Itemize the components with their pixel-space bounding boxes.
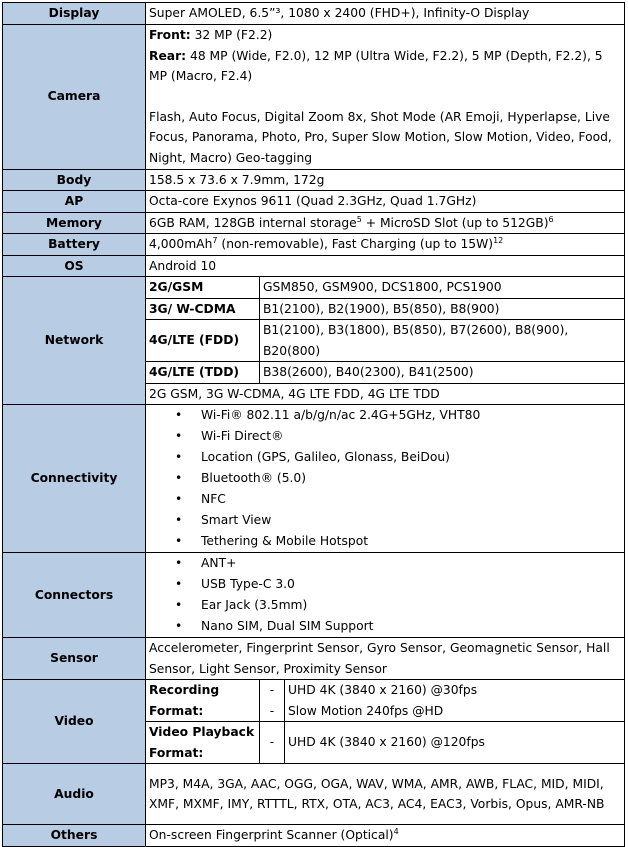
body-value: 158.5 x 73.6 x 7.9mm, 172g [146, 169, 625, 191]
list-item: • Smart View [149, 510, 621, 531]
video-playback-key-b: Format: [149, 745, 204, 760]
connectivity-label: Connectivity [3, 405, 146, 553]
connectors-value [146, 553, 625, 638]
network-row [146, 362, 624, 384]
list-item: • Wi-Fi Direct® [149, 426, 621, 447]
video-value [146, 680, 625, 764]
camera-front-value: 32 MP (F2.2) [190, 28, 273, 42]
display-value: Super AMOLED, 6.5”³, 1080 x 2400 (FHD+), Infinity-O Display [146, 3, 625, 25]
row-ap [3, 191, 625, 213]
video-recording-value-a: UHD 4K (3840 x 2160) @30fps [288, 683, 478, 697]
connectors-label: Connectors [3, 553, 146, 638]
camera-label: Camera [3, 24, 146, 169]
video-dash: - [269, 703, 275, 718]
camera-rear-label: Rear: [149, 48, 187, 63]
camera-rear-value: 48 MP (Wide, F2.0), 12 MP (Ultra Wide, F2.2), 5 MP (Depth, F2.2), 5 MP (Macro, F2.4) [149, 48, 603, 83]
video-label: Video [3, 680, 146, 764]
network-value-cell: B1(2100), B3(1800), B5(850), B7(2600), B8(900), B20(800) [260, 320, 625, 362]
row-display [3, 3, 625, 25]
video-playback-key-a: Video Playback [149, 725, 255, 739]
sensor-label: Sensor [3, 638, 146, 680]
list-item: • Nano SIM, Dual SIM Support [149, 616, 621, 637]
os-value: Android 10 [146, 255, 625, 277]
list-item: • USB Type-C 3.0 [149, 574, 621, 595]
network-key: 4G/LTE (FDD) [146, 320, 260, 362]
network-key: 3G/ W-CDMA [146, 298, 260, 320]
row-camera [3, 24, 625, 169]
network-key: 4G/LTE (TDD) [146, 362, 260, 384]
list-item: • Tethering & Mobile Hotspot [149, 531, 621, 552]
camera-features: Flash, Auto Focus, Digital Zoom 8x, Shot Mode (AR Emoji, Hyperlapse, Live Focus, Panorama, Photo, Pro, Super Slow Motion, Slow Motion, Video, Food, Night, Macro) Geo-tagging [149, 109, 612, 165]
row-video [3, 680, 625, 764]
audio-label: Audio [3, 764, 146, 825]
battery-value-b: (non-removable), Fast Charging (up to 15W) [217, 237, 494, 251]
row-body [3, 169, 625, 191]
camera-rear [149, 46, 621, 87]
sensor-value: Accelerometer, Fingerprint Sensor, Gyro Sensor, Geomagnetic Sensor, Hall Sensor, Light Sensor, Proximity Sensor [146, 638, 625, 680]
list-item: • Ear Jack (3.5mm) [149, 595, 621, 616]
connectivity-list [149, 405, 621, 552]
network-value-cell: B38(2600), B40(2300), B41(2500) [260, 362, 625, 384]
video-table [146, 680, 624, 763]
video-playback-key [146, 722, 260, 764]
list-item: • Wi-Fi® 802.11 a/b/g/n/ac 2.4G+5GHz, VHT80 [149, 405, 621, 426]
others-label: Others [3, 825, 146, 847]
video-recording-dashes [260, 680, 285, 722]
others-footnote: 4 [393, 826, 399, 836]
network-row [146, 298, 624, 320]
row-os [3, 255, 625, 277]
display-label: Display [3, 3, 146, 25]
network-table [146, 277, 624, 404]
network-value-cell: GSM850, GSM900, DCS1800, PCS1900 [260, 277, 625, 298]
list-item: • NFC [149, 489, 621, 510]
list-item: • Bluetooth® (5.0) [149, 468, 621, 489]
video-recording-key [146, 680, 260, 722]
video-row-playback [146, 722, 624, 764]
list-item: • Location (GPS, Galileo, Glonass, BeiDou) [149, 447, 621, 468]
memory-value-a: 6GB RAM, 128GB internal storage [149, 215, 357, 230]
battery-value [146, 234, 625, 256]
row-battery [3, 234, 625, 256]
row-memory [3, 212, 625, 234]
video-recording-value-b: Slow Motion 240fps @HD [288, 703, 444, 718]
memory-value-b: + MicroSD Slot (up to 512GB) [361, 215, 549, 230]
os-label: OS [3, 255, 146, 277]
body-label: Body [3, 169, 146, 191]
video-playback-dash: - [260, 722, 285, 764]
memory-label: Memory [3, 212, 146, 234]
camera-front-label: Front: [149, 28, 191, 42]
video-playback-value: UHD 4K (3840 x 2160) @120fps [285, 722, 625, 764]
battery-footnote-a: 7 [212, 235, 218, 245]
camera-value [146, 24, 625, 169]
memory-footnote-b: 6 [548, 214, 554, 224]
row-connectors [3, 553, 625, 638]
camera-spacer [149, 87, 621, 107]
video-dash: - [269, 683, 275, 697]
network-key: 2G/GSM [146, 277, 260, 298]
row-connectivity [3, 405, 625, 553]
network-summary: 2G GSM, 3G W-CDMA, 4G LTE FDD, 4G LTE TDD [146, 383, 624, 404]
spec-table [2, 2, 625, 847]
network-row [146, 383, 624, 404]
network-row [146, 320, 624, 362]
battery-value-a: 4,000mAh [149, 237, 213, 251]
audio-value: MP3, M4A, 3GA, AAC, OGG, OGA, WAV, WMA, AMR, AWB, FLAC, MID, MIDI, XMF, MXMF, IMY, RTTTL, RTX, OTA, AC3, AC4, EAC3, Vorbis, Opus, AMR-NB [146, 764, 625, 825]
network-label: Network [3, 277, 146, 405]
video-recording-key-a: Recording [149, 683, 220, 697]
video-recording-key-b: Format: [149, 703, 204, 718]
row-sensor [3, 638, 625, 680]
connectivity-value [146, 405, 625, 553]
memory-footnote-a: 5 [356, 214, 362, 224]
network-row [146, 277, 624, 298]
video-recording-values [285, 680, 625, 722]
ap-label: AP [3, 191, 146, 213]
list-item: • ANT+ [149, 553, 621, 574]
battery-footnote-b: 12 [493, 235, 504, 245]
row-audio [3, 764, 625, 825]
connectors-list [149, 553, 621, 637]
others-value-text: On-screen Fingerprint Scanner (Optical) [149, 828, 394, 842]
row-network [3, 277, 625, 405]
ap-value: Octa-core Exynos 9611 (Quad 2.3GHz, Quad 1.7GHz) [146, 191, 625, 213]
network-value-cell: B1(2100), B2(1900), B5(850), B8(900) [260, 298, 625, 320]
battery-label: Battery [3, 234, 146, 256]
camera-front [149, 25, 621, 46]
network-value [146, 277, 625, 405]
video-row-recording [146, 680, 624, 722]
memory-value [146, 212, 625, 234]
